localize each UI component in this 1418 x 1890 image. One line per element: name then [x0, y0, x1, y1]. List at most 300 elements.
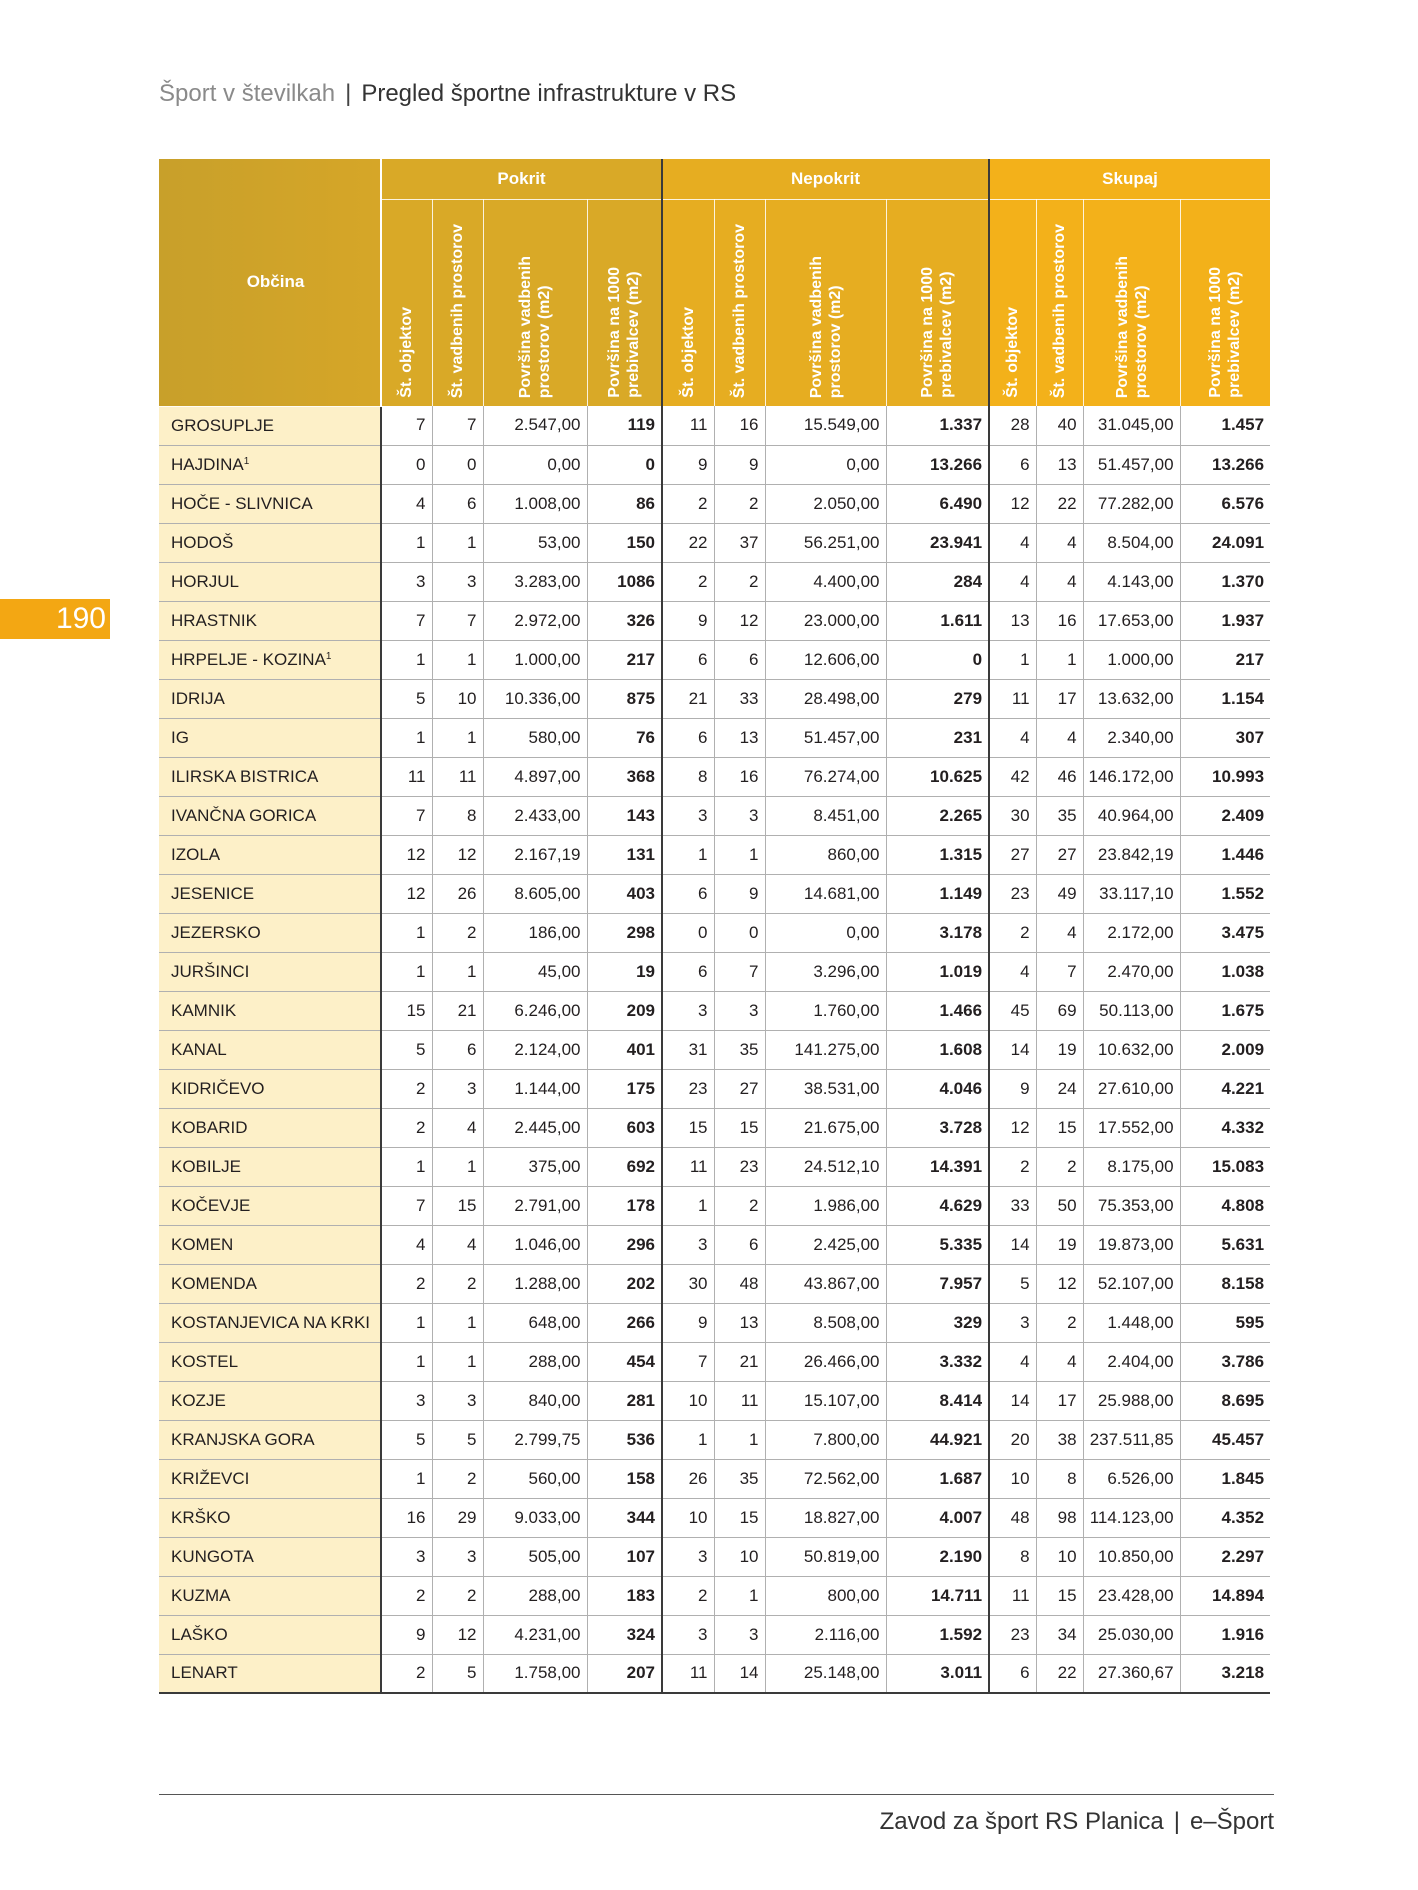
- table-cell: 1: [714, 1576, 765, 1615]
- table-cell: 3: [432, 562, 483, 601]
- table-cell: 3: [714, 1615, 765, 1654]
- table-cell: 2: [381, 1654, 432, 1693]
- table-cell: 7: [381, 601, 432, 640]
- table-cell: 12: [432, 835, 483, 874]
- table-cell: 10.632,00: [1083, 1030, 1180, 1069]
- table-cell: 10: [989, 1459, 1036, 1498]
- running-header: [159, 80, 736, 108]
- table-row: [159, 1108, 1270, 1147]
- table-cell: 1.608: [886, 1030, 989, 1069]
- subheader-skupaj-objekti: Št. objektov: [989, 200, 1036, 407]
- table-cell: 3: [714, 796, 765, 835]
- table-cell: 150: [587, 523, 662, 562]
- table-cell: 12: [432, 1615, 483, 1654]
- table-cell: 3: [662, 796, 714, 835]
- subheader-pokrit-objekti: Št. objektov: [381, 200, 432, 407]
- municipality-name: KRIŽEVCI: [159, 1459, 381, 1498]
- table-cell: 2.297: [1180, 1537, 1270, 1576]
- table-cell: 3.786: [1180, 1342, 1270, 1381]
- table-cell: 296: [587, 1225, 662, 1264]
- table-cell: 40.964,00: [1083, 796, 1180, 835]
- table-cell: 11: [381, 757, 432, 796]
- municipality-name: KOBILJE: [159, 1147, 381, 1186]
- table-row: [159, 1654, 1270, 1693]
- table-cell: 1: [714, 1420, 765, 1459]
- table-cell: 2: [381, 1264, 432, 1303]
- table-cell: 35: [714, 1030, 765, 1069]
- table-cell: 4.897,00: [483, 757, 587, 796]
- table-cell: 6: [989, 1654, 1036, 1693]
- table-cell: 23.428,00: [1083, 1576, 1180, 1615]
- table-cell: 4: [381, 484, 432, 523]
- table-cell: 1: [662, 835, 714, 874]
- header-separator: |: [345, 80, 352, 107]
- table-cell: 40: [1036, 406, 1083, 445]
- municipality-name: KAMNIK: [159, 991, 381, 1030]
- table-cell: 114.123,00: [1083, 1498, 1180, 1537]
- table-cell: 2.190: [886, 1537, 989, 1576]
- table-cell: 7: [381, 406, 432, 445]
- table-cell: 9.033,00: [483, 1498, 587, 1537]
- table-cell: 7: [662, 1342, 714, 1381]
- table-cell: 6.490: [886, 484, 989, 523]
- table-cell: 1.937: [1180, 601, 1270, 640]
- table-cell: 10: [662, 1498, 714, 1537]
- municipality-name: KOBARID: [159, 1108, 381, 1147]
- table-cell: 146.172,00: [1083, 757, 1180, 796]
- table-cell: 17: [1036, 1381, 1083, 1420]
- table-cell: 0: [714, 913, 765, 952]
- table-cell: 14.391: [886, 1147, 989, 1186]
- table-cell: 8: [989, 1537, 1036, 1576]
- table-cell: 86: [587, 484, 662, 523]
- table-cell: 15: [714, 1108, 765, 1147]
- table-cell: 13.266: [1180, 445, 1270, 484]
- table-cell: 13: [714, 718, 765, 757]
- municipality-name: HOČE - SLIVNICA: [159, 484, 381, 523]
- table-cell: 1: [432, 952, 483, 991]
- municipality-name: HODOŠ: [159, 523, 381, 562]
- municipality-name: KOZJE: [159, 1381, 381, 1420]
- table-cell: 10.993: [1180, 757, 1270, 796]
- municipality-name: HRPELJE - KOZINA$^1$: [159, 640, 381, 679]
- table-cell: 207: [587, 1654, 662, 1693]
- table-cell: 12: [381, 835, 432, 874]
- table-cell: 6: [714, 1225, 765, 1264]
- table-cell: 4: [1036, 523, 1083, 562]
- page-number: 190: [0, 599, 110, 639]
- table-cell: 4.332: [1180, 1108, 1270, 1147]
- table-cell: 9: [662, 1303, 714, 1342]
- table-cell: 1: [381, 1303, 432, 1342]
- table-cell: 4: [989, 718, 1036, 757]
- table-cell: 9: [989, 1069, 1036, 1108]
- table-row: [159, 1498, 1270, 1537]
- table-cell: 1: [662, 1186, 714, 1225]
- municipality-name: GROSUPLJE: [159, 406, 381, 445]
- table-cell: 10.850,00: [1083, 1537, 1180, 1576]
- table-cell: 42: [989, 757, 1036, 796]
- table-cell: 23.941: [886, 523, 989, 562]
- table-cell: 2: [714, 562, 765, 601]
- table-row: [159, 1225, 1270, 1264]
- table-cell: 19: [1036, 1225, 1083, 1264]
- table-cell: 8.508,00: [765, 1303, 886, 1342]
- table-row: [159, 1459, 1270, 1498]
- table-cell: 14: [989, 1225, 1036, 1264]
- table-cell: 281: [587, 1381, 662, 1420]
- table-row: [159, 1186, 1270, 1225]
- table-cell: 3: [662, 1225, 714, 1264]
- table-cell: 16: [714, 406, 765, 445]
- table-cell: 648,00: [483, 1303, 587, 1342]
- table-cell: 560,00: [483, 1459, 587, 1498]
- table-cell: 603: [587, 1108, 662, 1147]
- table-row: [159, 1264, 1270, 1303]
- table-cell: 7: [714, 952, 765, 991]
- table-cell: 2: [1036, 1303, 1083, 1342]
- table-cell: 23: [989, 1615, 1036, 1654]
- table-cell: 1: [432, 1147, 483, 1186]
- table-cell: 1.337: [886, 406, 989, 445]
- subheader-skupaj-prostori: Št. vadbenih prostorov: [1036, 200, 1083, 407]
- municipality-name: KUNGOTA: [159, 1537, 381, 1576]
- table-cell: 3.178: [886, 913, 989, 952]
- municipality-name: KANAL: [159, 1030, 381, 1069]
- table-cell: 0,00: [765, 445, 886, 484]
- table-cell: 3: [662, 991, 714, 1030]
- table-cell: 24.091: [1180, 523, 1270, 562]
- table-cell: 12.606,00: [765, 640, 886, 679]
- table-cell: 237.511,85: [1083, 1420, 1180, 1459]
- table-cell: 75.353,00: [1083, 1186, 1180, 1225]
- table-cell: 4.046: [886, 1069, 989, 1108]
- table-cell: 288,00: [483, 1576, 587, 1615]
- table-cell: 326: [587, 601, 662, 640]
- municipality-name: HORJUL: [159, 562, 381, 601]
- table-cell: 19: [1036, 1030, 1083, 1069]
- table-cell: 5: [989, 1264, 1036, 1303]
- table-cell: 5: [381, 1420, 432, 1459]
- table-cell: 14: [989, 1381, 1036, 1420]
- table-cell: 1: [989, 640, 1036, 679]
- table-cell: 1: [1036, 640, 1083, 679]
- municipality-name: KOČEVJE: [159, 1186, 381, 1225]
- table-cell: 4: [432, 1108, 483, 1147]
- table-cell: 14.894: [1180, 1576, 1270, 1615]
- table-cell: 2.172,00: [1083, 913, 1180, 952]
- footnote-marker: 1: [243, 455, 250, 467]
- table-cell: 11: [714, 1381, 765, 1420]
- table-cell: 202: [587, 1264, 662, 1303]
- table-cell: 183: [587, 1576, 662, 1615]
- table-cell: 1.552: [1180, 874, 1270, 913]
- table-cell: 12: [1036, 1264, 1083, 1303]
- table-cell: 1: [714, 835, 765, 874]
- table-cell: 45.457: [1180, 1420, 1270, 1459]
- table-cell: 375,00: [483, 1147, 587, 1186]
- table-cell: 1.000,00: [483, 640, 587, 679]
- table-row: [159, 913, 1270, 952]
- table-cell: 25.988,00: [1083, 1381, 1180, 1420]
- table-cell: 13: [989, 601, 1036, 640]
- table-row: [159, 679, 1270, 718]
- table-cell: 2: [381, 1576, 432, 1615]
- table-cell: 2.547,00: [483, 406, 587, 445]
- table-cell: 186,00: [483, 913, 587, 952]
- table-cell: 6: [662, 952, 714, 991]
- table-cell: 33: [714, 679, 765, 718]
- municipality-name: JESENICE: [159, 874, 381, 913]
- table-cell: 1: [381, 718, 432, 757]
- table-cell: 266: [587, 1303, 662, 1342]
- table-cell: 143: [587, 796, 662, 835]
- table-cell: 1.611: [886, 601, 989, 640]
- table-cell: 10: [714, 1537, 765, 1576]
- table-cell: 49: [1036, 874, 1083, 913]
- table-cell: 8.695: [1180, 1381, 1270, 1420]
- table-cell: 3.728: [886, 1108, 989, 1147]
- table-cell: 0: [587, 445, 662, 484]
- table-body: [159, 406, 1270, 1693]
- table-cell: 175: [587, 1069, 662, 1108]
- table-cell: 1.592: [886, 1615, 989, 1654]
- table-cell: 4: [989, 1342, 1036, 1381]
- table-cell: 38.531,00: [765, 1069, 886, 1108]
- table-cell: 6: [714, 640, 765, 679]
- municipality-name: KOMEN: [159, 1225, 381, 1264]
- table-cell: 12: [381, 874, 432, 913]
- table-cell: 15: [432, 1186, 483, 1225]
- table-cell: 4.221: [1180, 1069, 1270, 1108]
- table-cell: 2: [381, 1069, 432, 1108]
- table-cell: 8.414: [886, 1381, 989, 1420]
- table-cell: 24: [1036, 1069, 1083, 1108]
- table-cell: 27.360,67: [1083, 1654, 1180, 1693]
- municipality-name: HAJDINA$^1$: [159, 445, 381, 484]
- table-cell: 4: [1036, 913, 1083, 952]
- table-cell: 2.167,19: [483, 835, 587, 874]
- table-cell: 98: [1036, 1498, 1083, 1537]
- table-cell: 1.008,00: [483, 484, 587, 523]
- table-row: [159, 718, 1270, 757]
- table-cell: 1.457: [1180, 406, 1270, 445]
- table-cell: 10: [432, 679, 483, 718]
- table-cell: 8.158: [1180, 1264, 1270, 1303]
- table-cell: 46: [1036, 757, 1083, 796]
- table-cell: 23: [714, 1147, 765, 1186]
- subheader-skupaj-povrsina: Površina vadbenih prostorov (m2): [1083, 200, 1180, 407]
- table-cell: 13.266: [886, 445, 989, 484]
- table-cell: 7.957: [886, 1264, 989, 1303]
- table-row: [159, 835, 1270, 874]
- table-row: [159, 1576, 1270, 1615]
- group-header-nepokrit: Nepokrit: [662, 159, 989, 200]
- subheader-nepokrit-objekti: Št. objektov: [662, 200, 714, 407]
- table-cell: 31: [662, 1030, 714, 1069]
- municipality-name: KUZMA: [159, 1576, 381, 1615]
- table-row: [159, 484, 1270, 523]
- table-cell: 2.799,75: [483, 1420, 587, 1459]
- column-header-obcina: Občina: [159, 159, 381, 406]
- table-cell: 2: [989, 913, 1036, 952]
- table-cell: 11: [662, 406, 714, 445]
- table-cell: 34: [1036, 1615, 1083, 1654]
- table-cell: 344: [587, 1498, 662, 1537]
- table-cell: 31.045,00: [1083, 406, 1180, 445]
- table-cell: 307: [1180, 718, 1270, 757]
- table-cell: 21: [432, 991, 483, 1030]
- table-cell: 131: [587, 835, 662, 874]
- table-cell: 17.653,00: [1083, 601, 1180, 640]
- table-cell: 10: [662, 1381, 714, 1420]
- table-cell: 18.827,00: [765, 1498, 886, 1537]
- table-cell: 2: [714, 1186, 765, 1225]
- table-cell: 8.175,00: [1083, 1147, 1180, 1186]
- table-cell: 77.282,00: [1083, 484, 1180, 523]
- table-cell: 3.011: [886, 1654, 989, 1693]
- municipality-name: KRANJSKA GORA: [159, 1420, 381, 1459]
- table-cell: 2: [432, 913, 483, 952]
- table-cell: 4.352: [1180, 1498, 1270, 1537]
- table-cell: 3.332: [886, 1342, 989, 1381]
- table-row: [159, 523, 1270, 562]
- table-cell: 15: [381, 991, 432, 1030]
- table-cell: 26: [432, 874, 483, 913]
- table-cell: 7: [432, 601, 483, 640]
- table-cell: 48: [989, 1498, 1036, 1537]
- table-cell: 4: [1036, 1342, 1083, 1381]
- footer-rule: [159, 1794, 1274, 1795]
- table-cell: 231: [886, 718, 989, 757]
- table-row: [159, 406, 1270, 445]
- table-cell: 19: [587, 952, 662, 991]
- table-cell: 1.288,00: [483, 1264, 587, 1303]
- table-cell: 1: [381, 1459, 432, 1498]
- table-cell: 1.446: [1180, 835, 1270, 874]
- subheader-pokrit-prostori: Št. vadbenih prostorov: [432, 200, 483, 407]
- table-cell: 3: [662, 1537, 714, 1576]
- subheader-nepokrit-na-1000: Površina na 1000 prebivalcev (m2): [886, 200, 989, 407]
- table-cell: 1086: [587, 562, 662, 601]
- table-cell: 35: [714, 1459, 765, 1498]
- table-cell: 2.404,00: [1083, 1342, 1180, 1381]
- table-cell: 1.687: [886, 1459, 989, 1498]
- table-cell: 6.246,00: [483, 991, 587, 1030]
- table-row: [159, 991, 1270, 1030]
- table-cell: 4: [989, 952, 1036, 991]
- table-row: [159, 1030, 1270, 1069]
- table-cell: 2.340,00: [1083, 718, 1180, 757]
- table-cell: 3: [432, 1537, 483, 1576]
- municipality-name: IZOLA: [159, 835, 381, 874]
- table-cell: 1: [381, 952, 432, 991]
- table-row: [159, 640, 1270, 679]
- table-cell: 2.050,00: [765, 484, 886, 523]
- table-cell: 4: [381, 1225, 432, 1264]
- table-cell: 1: [432, 640, 483, 679]
- table-cell: 22: [1036, 484, 1083, 523]
- table-cell: 30: [662, 1264, 714, 1303]
- table-cell: 6.526,00: [1083, 1459, 1180, 1498]
- table-cell: 3: [662, 1615, 714, 1654]
- table-row: [159, 562, 1270, 601]
- table-cell: 51.457,00: [1083, 445, 1180, 484]
- table-cell: 0: [381, 445, 432, 484]
- table-cell: 4: [989, 523, 1036, 562]
- table-cell: 16: [381, 1498, 432, 1537]
- table-cell: 3.475: [1180, 913, 1270, 952]
- table-cell: 4.143,00: [1083, 562, 1180, 601]
- table-row: [159, 874, 1270, 913]
- table-cell: 16: [1036, 601, 1083, 640]
- table-cell: 580,00: [483, 718, 587, 757]
- table-cell: 8.605,00: [483, 874, 587, 913]
- table-cell: 284: [886, 562, 989, 601]
- table-cell: 0: [662, 913, 714, 952]
- table-cell: 8: [1036, 1459, 1083, 1498]
- table-cell: 37: [714, 523, 765, 562]
- table-cell: 6: [662, 640, 714, 679]
- table-cell: 324: [587, 1615, 662, 1654]
- table-cell: 1: [381, 640, 432, 679]
- table-cell: 2: [432, 1264, 483, 1303]
- table-cell: 158: [587, 1459, 662, 1498]
- table-cell: 1.758,00: [483, 1654, 587, 1693]
- table-cell: 50: [1036, 1186, 1083, 1225]
- table-cell: 9: [714, 874, 765, 913]
- table-cell: 23: [989, 874, 1036, 913]
- table-cell: 8: [662, 757, 714, 796]
- table-cell: 1.986,00: [765, 1186, 886, 1225]
- table-cell: 1.466: [886, 991, 989, 1030]
- table-cell: 5.631: [1180, 1225, 1270, 1264]
- table-cell: 4: [1036, 718, 1083, 757]
- table-cell: 38: [1036, 1420, 1083, 1459]
- table-cell: 800,00: [765, 1576, 886, 1615]
- municipality-name: IG: [159, 718, 381, 757]
- table-cell: 2: [989, 1147, 1036, 1186]
- table-cell: 1: [432, 718, 483, 757]
- table-cell: 1.370: [1180, 562, 1270, 601]
- table-cell: 43.867,00: [765, 1264, 886, 1303]
- table-cell: 11: [662, 1147, 714, 1186]
- table-cell: 2.791,00: [483, 1186, 587, 1225]
- table-cell: 1: [381, 913, 432, 952]
- table-cell: 13.632,00: [1083, 679, 1180, 718]
- table-cell: 19.873,00: [1083, 1225, 1180, 1264]
- table-cell: 2: [432, 1459, 483, 1498]
- table-cell: 1.144,00: [483, 1069, 587, 1108]
- table-cell: 3: [432, 1069, 483, 1108]
- table-row: [159, 952, 1270, 991]
- table-cell: 8.504,00: [1083, 523, 1180, 562]
- table-cell: 4.231,00: [483, 1615, 587, 1654]
- table-cell: 2.445,00: [483, 1108, 587, 1147]
- table-cell: 45: [989, 991, 1036, 1030]
- table-cell: 3: [381, 562, 432, 601]
- table-cell: 1.845: [1180, 1459, 1270, 1498]
- table-cell: 25.148,00: [765, 1654, 886, 1693]
- table-cell: 17.552,00: [1083, 1108, 1180, 1147]
- subheader-pokrit-na-1000: Površina na 1000 prebivalcev (m2): [587, 200, 662, 407]
- table-cell: 4.808: [1180, 1186, 1270, 1225]
- table-cell: 6: [432, 1030, 483, 1069]
- table-cell: 2.265: [886, 796, 989, 835]
- table-row: [159, 1342, 1270, 1381]
- municipality-name: JEZERSKO: [159, 913, 381, 952]
- table-cell: 15: [1036, 1576, 1083, 1615]
